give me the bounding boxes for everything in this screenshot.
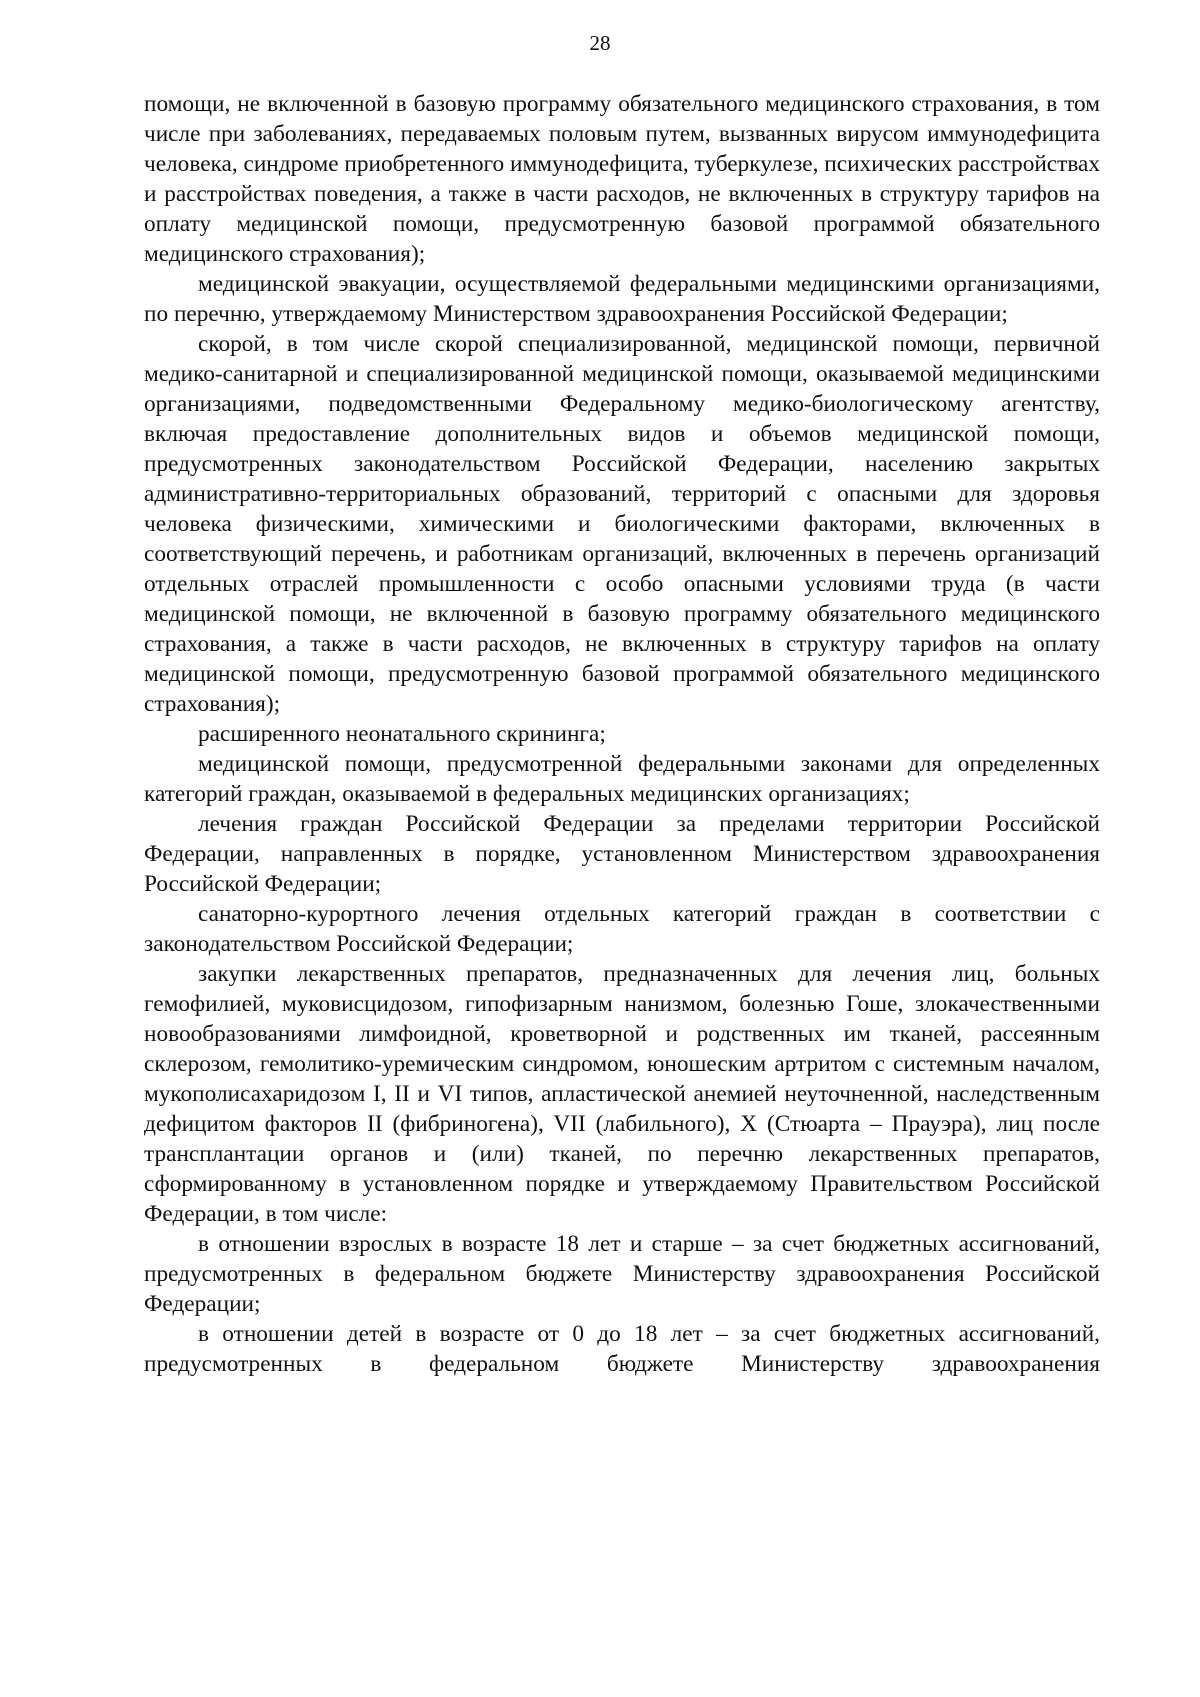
paragraph-federal-laws-care: медицинской помощи, предусмотренной федеральными законами для определенных категорий граждан, оказываемой в федеральных медицинских организациях; bbox=[144, 751, 1100, 807]
paragraph-drug-procurement: закупки лекарственных препаратов, предназначенных для лечения лиц, больных гемофилией, муковисцидозом, гипофизарным нанизмом, болезнью Гоше, злокачественными новообразованиями лимфоидной, кроветворной и родственных им тканей, рассеянным склерозом, гемолитико-уремическим синдромом, юношеским артритом с системным началом, мукополисахаридозом I, II и VI типов, апластической анемией неуточненной, наследственным дефицитом факторов II (фибриногена), VII (лабильного), X (Стюарта – Прауэра), лиц после трансплантации органов и (или) тканей, по перечню лекарственных препаратов, сформированному в установленном порядке и утверждаемому Правительством Российской Федерации, в том числе: bbox=[144, 961, 1100, 1227]
paragraph-neonatal-screening: расширенного неонатального скрининга; bbox=[198, 721, 606, 747]
paragraph-adults: в отношении взрослых в возрасте 18 лет и старше – за счет бюджетных ассигнований, предусмотренных в федеральном бюджете Министерству здравоохранения Российской Федерации; bbox=[144, 1231, 1100, 1317]
paragraph-medical-evacuation: медицинской эвакуации, осуществляемой федеральными медицинскими организациями, по перечню, утверждаемому Министерством здравоохранения Российской Федерации; bbox=[144, 271, 1100, 327]
paragraph-sanatorium-treatment: санаторно-курортного лечения отдельных категорий граждан в соответствии с законодательством Российской Федерации; bbox=[144, 901, 1100, 957]
paragraph-continuation: помощи, не включенной в базовую программу обязательного медицинского страхования, в том числе при заболеваниях, передаваемых половым путем, вызванных вирусом иммунодефицита человека, синдроме приобретенного иммунодефицита, туберкулезе, психических расстройствах и расстройствах поведения, а также в части расходов, не включенных в структуру тарифов на оплату медицинской помощи, предусмотренную базовой программой обязательного медицинского страхования); bbox=[144, 91, 1101, 267]
paragraph-emergency-care: скорой, в том числе скорой специализированной, медицинской помощи, первичной медико-санитарной и специализированной медицинской помощи, оказываемой медицинскими организациями, подведомственными Федеральному медико-биологическому агентству, включая предоставление дополнительных видов и объемов медицинской помощи, предусмотренных законодательством Российской Федерации, населению закрытых административно-территориальных образований, территорий с опасными для здоровья человека физическими, химическими и биологическими факторами, включенных в соответствующий перечень, и работникам организаций, включенных в перечень организаций отдельных отраслей промышленности с особо опасными условиями труда (в части медицинской помощи, не включенной в базовую программу обязательного медицинского страхования, а также в части расходов, не включенных в структуру тарифов на оплату медицинской помощи, предусмотренную базовой программой обязательного медицинского страхования); bbox=[144, 331, 1100, 717]
paragraph-children: в отношении детей в возрасте от 0 до 18 лет – за счет бюджетных ассигнований, предусмотренных в федеральном бюджете Министерству здравоохранения bbox=[144, 1321, 1100, 1377]
page-number: 28 bbox=[589, 31, 611, 55]
paragraph-treatment-abroad: лечения граждан Российской Федерации за пределами территории Российской Федерации, направленных в порядке, установленном Министерством здравоохранения Российской Федерации; bbox=[144, 811, 1100, 897]
body-text bbox=[144, 89, 1100, 1379]
